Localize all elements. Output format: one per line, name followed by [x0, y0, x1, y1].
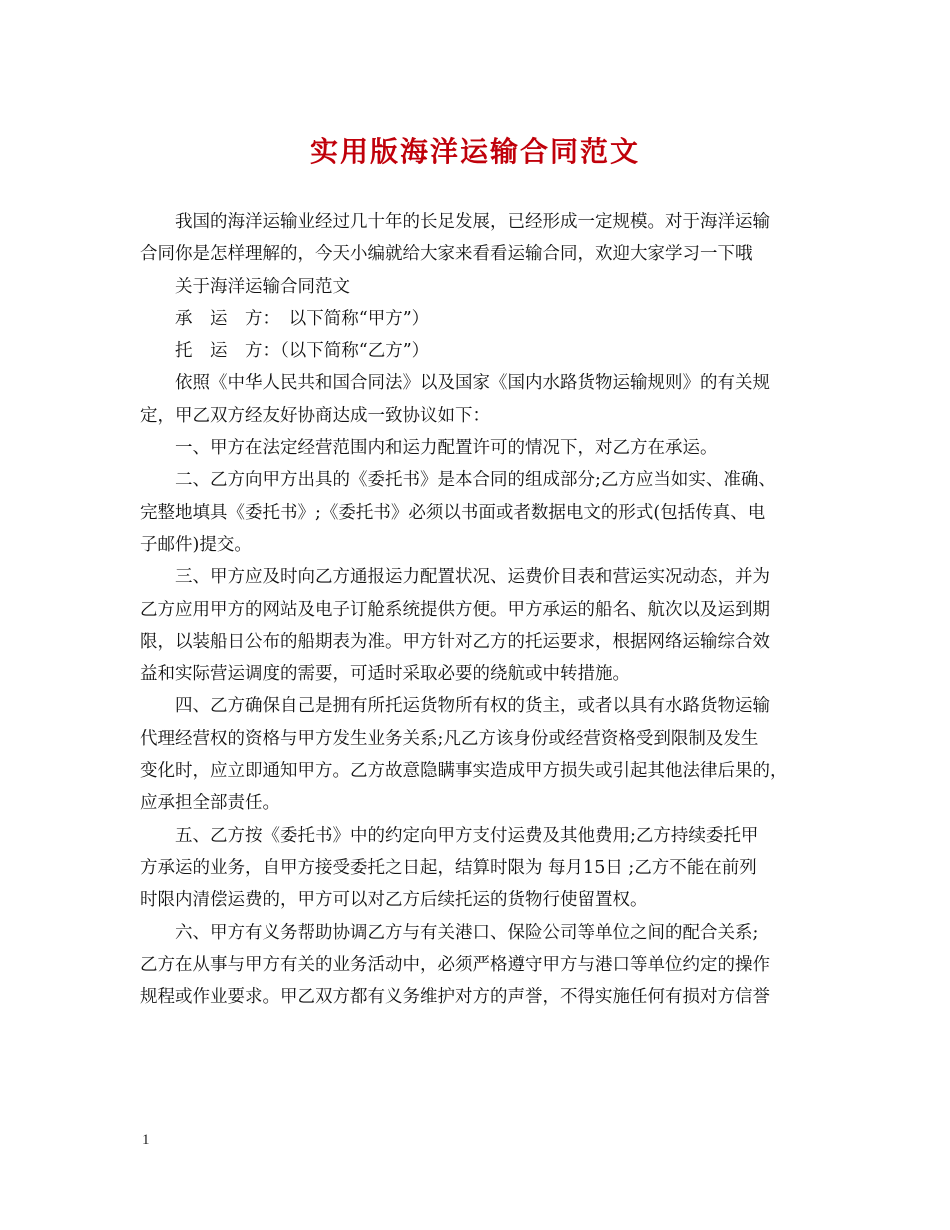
document-body	[140, 206, 812, 1013]
paragraph-line: 变化时，应立即通知甲方。乙方故意隐瞒事实造成甲方损失或引起其他法律后果的，	[140, 761, 788, 782]
paragraph-line: 定，甲乙双方经友好协商达成一致协议如下：	[140, 405, 490, 426]
paragraph	[140, 690, 812, 819]
paragraph	[140, 820, 812, 917]
paragraph	[140, 464, 812, 561]
paragraph	[140, 335, 812, 367]
paragraph-line: 时限内清偿运费的，甲方可以对乙方后续托运的货物行使留置权。	[140, 890, 648, 911]
paragraph	[140, 271, 812, 303]
paragraph-line: 托 运 方：（以下简称“乙方”）	[175, 341, 430, 362]
paragraph-line: 我国的海洋运输业经过几十年的长足发展，已经形成一定规模。对于海洋运输	[175, 212, 770, 232]
paragraph-line: 限，以装船日公布的船期表为准。甲方针对乙方的托运要求，根据网络运输综合效	[140, 631, 770, 652]
page-number: 1	[142, 1132, 150, 1148]
paragraph-line: 完整地填具《委托书》;《委托书》必须以书面或者数据电文的形式(包括传真、电	[140, 502, 766, 523]
paragraph	[140, 561, 812, 690]
paragraph-line: 子邮件)提交。	[140, 534, 252, 555]
paragraph	[140, 303, 812, 335]
paragraph-line: 代理经营权的资格与甲方发生业务关系;凡乙方该身份或经营资格受到限制及发生	[140, 728, 759, 749]
document-title: 实用版海洋运输合同范文	[309, 135, 640, 168]
paragraph-line: 益和实际营运调度的需要，可适时采取必要的绕航或中转措施。	[140, 664, 630, 685]
paragraph-line: 方承运的业务，自甲方接受委托之日起，结算时限为 每月15日 ;乙方不能在前列	[140, 857, 757, 878]
paragraph	[140, 367, 812, 432]
paragraph-line: 合同你是怎样理解的，今天小编就给大家来看看运输合同，欢迎大家学习一下哦	[140, 244, 753, 265]
paragraph-line: 二、乙方向甲方出具的《委托书》是本合同的组成部分;乙方应当如实、准确、	[175, 470, 776, 491]
paragraph-line: 乙方应用甲方的网站及电子订舱系统提供方便。甲方承运的船名、航次以及运到期	[140, 599, 770, 620]
paragraph-line: 关于海洋运输合同范文	[175, 276, 350, 297]
paragraph-line: 四、乙方确保自己是拥有所托运货物所有权的货主，或者以具有水路货物运输	[175, 696, 770, 717]
paragraph	[140, 432, 812, 464]
paragraph	[140, 917, 812, 1014]
paragraph-line: 三、甲方应及时向乙方通报运力配置状况、运费价目表和营运实况动态，并为	[175, 567, 770, 588]
paragraph-line: 承 运 方： 以下简称“甲方”）	[175, 308, 430, 329]
paragraph-line: 五、乙方按《委托书》中的约定向甲方支付运费及其他费用;乙方持续委托甲	[175, 825, 759, 846]
paragraph	[140, 206, 812, 271]
paragraph-line: 应承担全部责任。	[140, 793, 280, 814]
paragraph-line: 六、甲方有义务帮助协调乙方与有关港口、保险公司等单位之间的配合关系;	[175, 922, 759, 943]
paragraph-line: 依照《中华人民共和国合同法》以及国家《国内水路货物运输规则》的有关规	[175, 373, 770, 394]
paragraph-line: 一、甲方在法定经营范围内和运力配置许可的情况下，对乙方在承运。	[175, 438, 718, 459]
paragraph-line: 乙方在从事与甲方有关的业务活动中，必须严格遵守甲方与港口等单位约定的操作	[140, 954, 770, 975]
paragraph-line: 规程或作业要求。甲乙双方都有义务维护对方的声誉，不得实施任何有损对方信誉	[140, 987, 770, 1008]
